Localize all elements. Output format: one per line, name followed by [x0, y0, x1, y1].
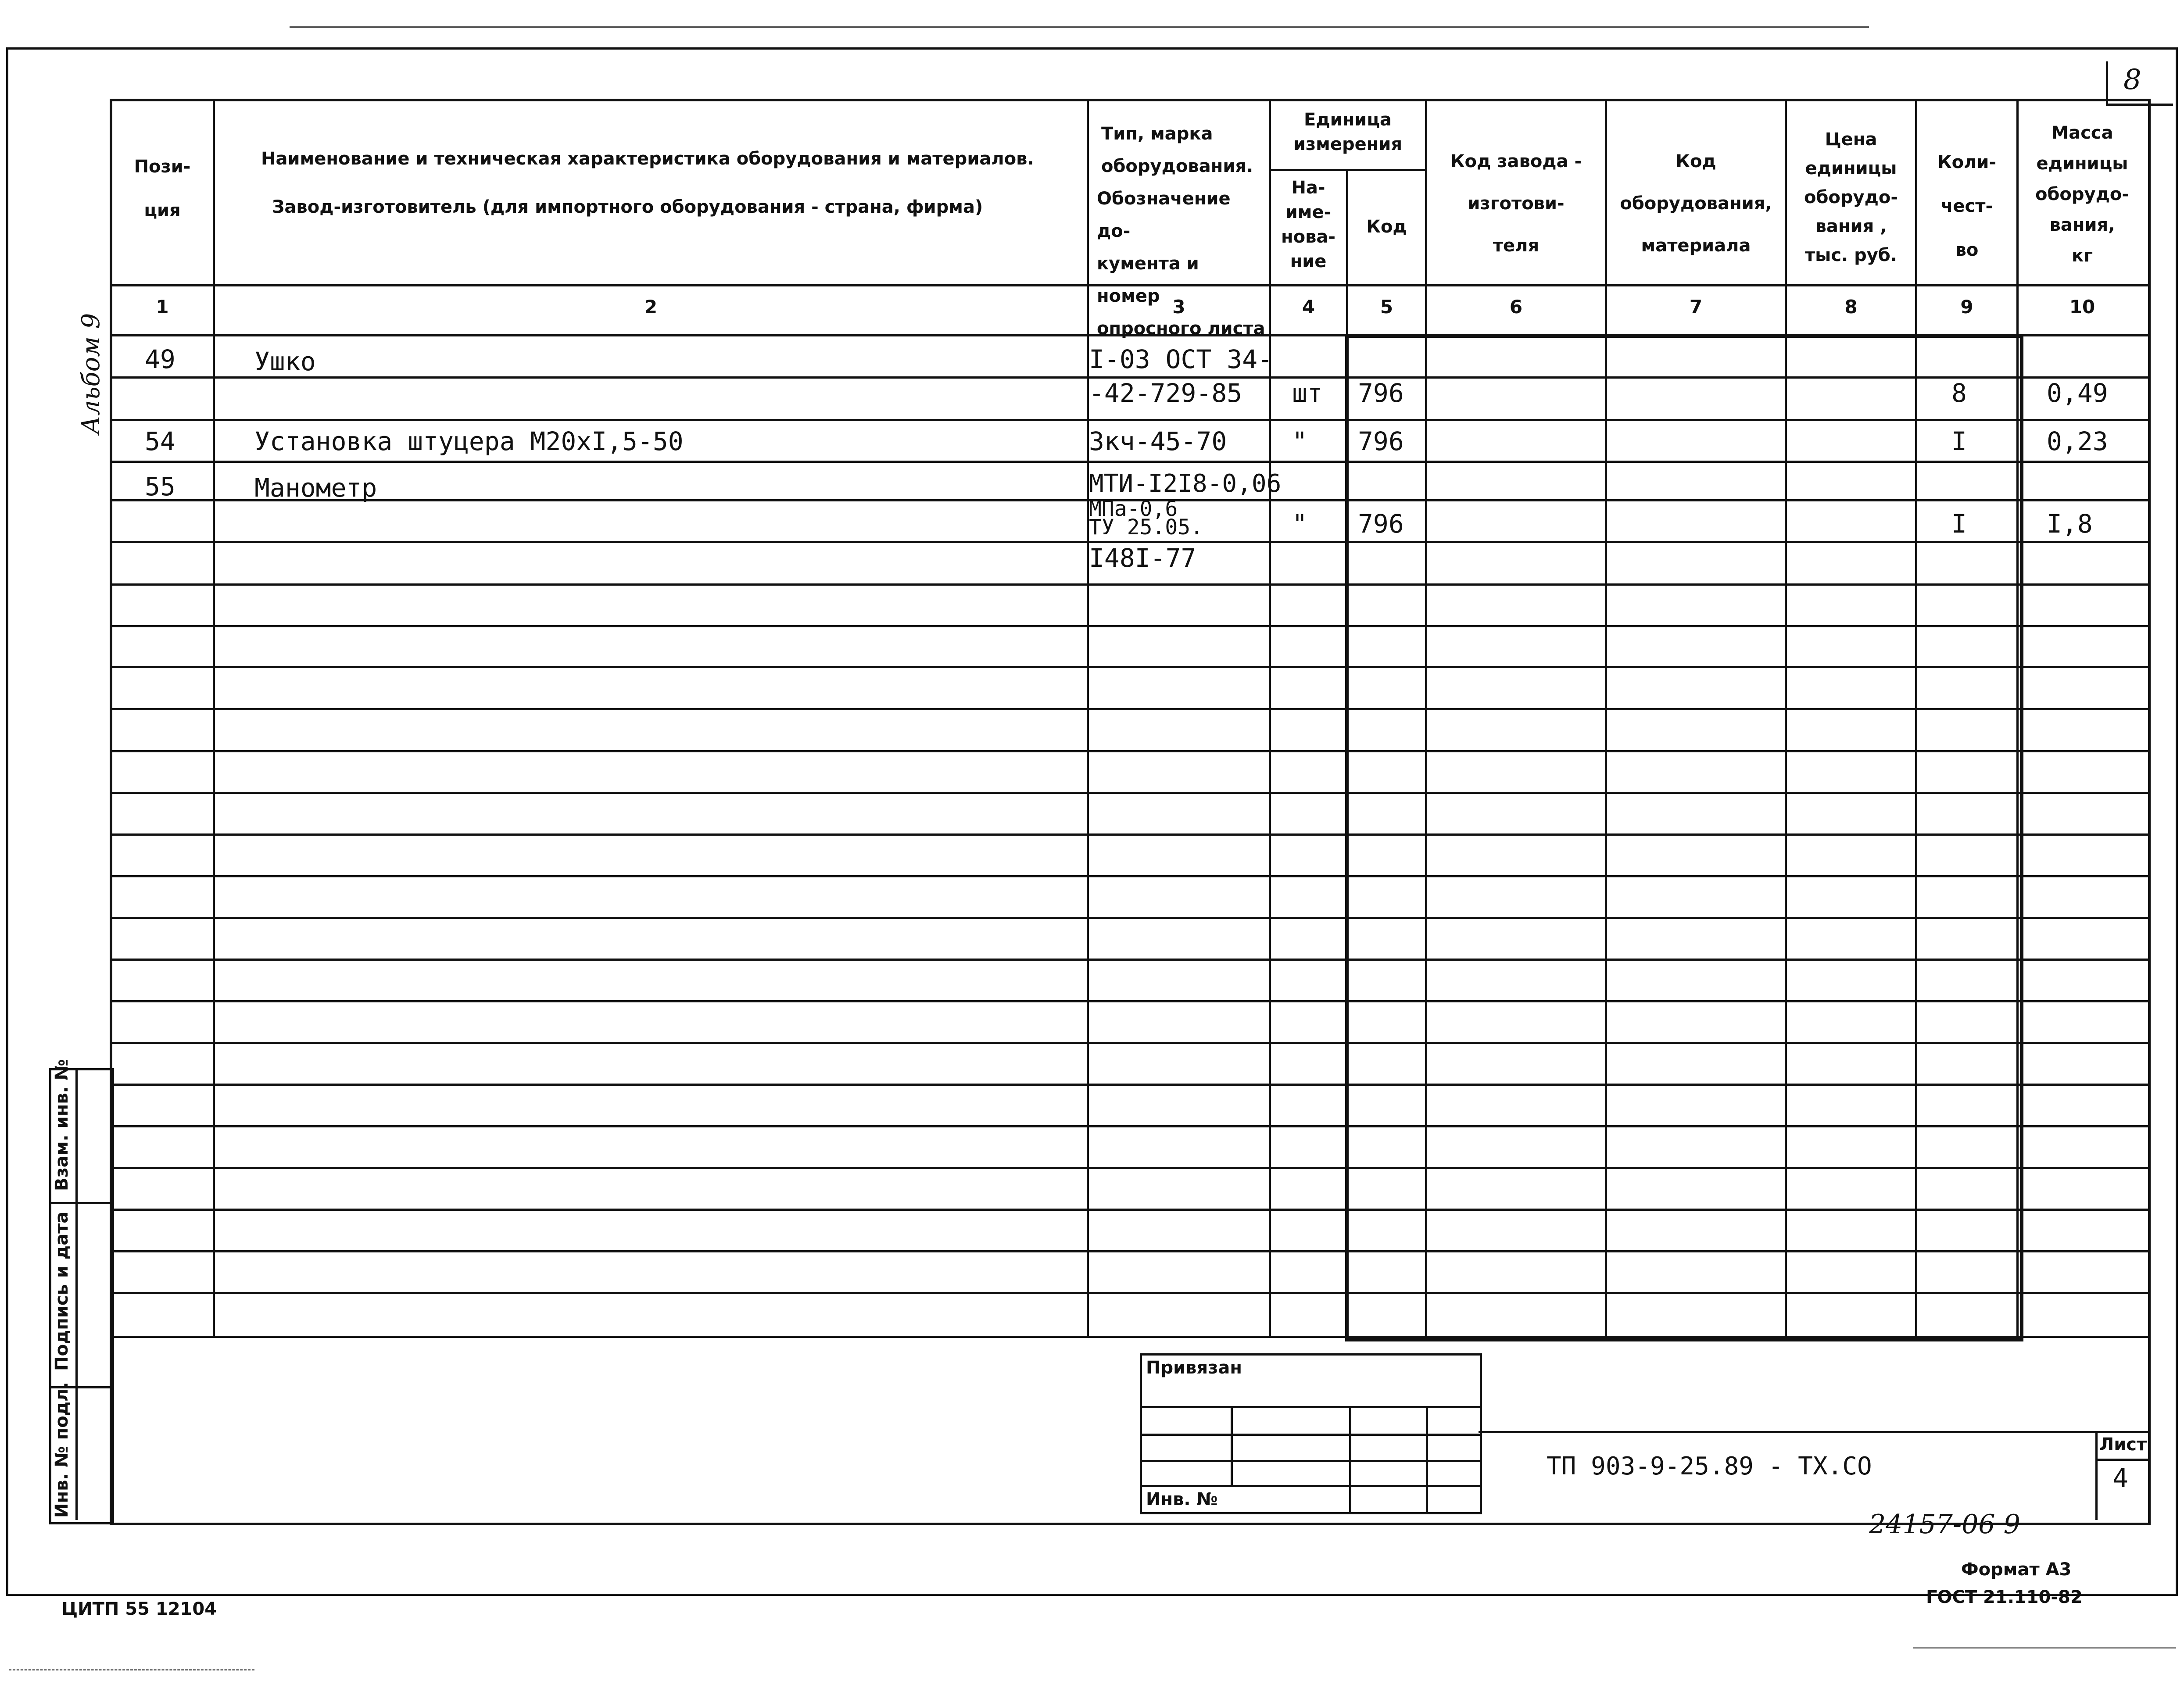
colnum-2: 2: [644, 296, 658, 318]
table-row-4-type2: ТУ 25.05.: [1089, 515, 1203, 540]
table-row-2-pos: 54: [145, 426, 175, 456]
table-row-5-type: I48I-77: [1089, 543, 1196, 573]
colnum-9: 9: [1960, 296, 1973, 318]
table-row-4-unit: ": [1292, 509, 1307, 539]
table-row-0-name: Ушко: [254, 347, 316, 376]
colnum-3: 3: [1172, 296, 1185, 318]
table-row-2-code: 796: [1358, 426, 1404, 456]
table-row-0-pos: 49: [145, 344, 175, 374]
header-position: Пози- ция: [134, 157, 191, 221]
inv-no-label: Инв. №: [1146, 1489, 1218, 1509]
colnum-4: 4: [1302, 296, 1315, 318]
thick-box: [1345, 334, 2023, 1341]
colnum-6: 6: [1509, 296, 1523, 318]
list-label: Лист: [2099, 1434, 2147, 1455]
corner-number: 8: [2123, 64, 2141, 96]
bottom-scan-line-right: [1913, 1647, 2176, 1649]
header-type: Тип, марка оборудования. Обозначение до- кумента и номер опросного листа: [1097, 124, 1265, 339]
header-mass: Масса единицы оборудо- вания, кг: [2035, 123, 2129, 266]
table-row-1-qty: 8: [1951, 378, 1967, 408]
header-unit-name: На- име- нова- ние: [1281, 178, 1336, 272]
stamp-podpis: Подпись и дата: [52, 1211, 72, 1371]
colnum-8: 8: [1844, 296, 1858, 318]
handwritten-number: 24157-06 9: [1869, 1509, 2020, 1540]
table-row-3-pos: 55: [145, 472, 175, 501]
header-quantity: Коли- чест- во: [1937, 152, 1997, 260]
stamp-inv: Инв. № подл.: [52, 1382, 72, 1518]
header-unit-group: Единица измерения: [1293, 110, 1403, 154]
table-row-2-type: 3кч-45-70: [1089, 426, 1227, 456]
table-row-3-type: МТИ-I2I8-0,06: [1089, 469, 1282, 498]
header-equipment-code: Код оборудования, материала: [1620, 151, 1772, 256]
album-label: Альбом 9: [77, 313, 105, 434]
table-row-2-unit: ": [1292, 426, 1307, 456]
header-price: Цена единицы оборудо- вания , тыс. руб.: [1804, 129, 1898, 265]
privyazan-label: Привязан: [1146, 1358, 1242, 1378]
colnum-1: 1: [156, 296, 169, 318]
bottom-scan-line-left: [9, 1669, 254, 1670]
format-label: Формат А3: [1961, 1560, 2072, 1580]
header-factory-code: Код завода - изготови- теля: [1450, 151, 1582, 256]
table-row-1-mass: 0,49: [2047, 378, 2108, 408]
table-row-1-code: 796: [1358, 378, 1404, 408]
table-row-2-mass: 0,23: [2047, 426, 2108, 456]
gost-label: ГОСТ 21.110-82: [1926, 1587, 2083, 1607]
table-row-4-code: 796: [1358, 509, 1404, 539]
table-row-0-type: I-03 ОСТ 34-: [1089, 344, 1273, 374]
table-row-1-type: -42-729-85: [1089, 378, 1242, 408]
colnum-10: 10: [2069, 296, 2095, 318]
doc-code: ТП 903-9-25.89 - ТХ.СО: [1547, 1452, 1872, 1481]
header-unit-code: Код: [1366, 217, 1407, 237]
header-name-line2: Завод-изготовитель (для импортного оборудования - страна, фирма): [272, 197, 983, 217]
table-row-2-qty: I: [1951, 426, 1967, 456]
table-row-4-mass: I,8: [2047, 509, 2093, 539]
table-row-1-unit: шт: [1292, 378, 1323, 408]
table-row-3-name: Манометр: [254, 473, 377, 503]
stamp-vzam: Взам. инв. №: [52, 1059, 72, 1191]
top-scan-line: [290, 26, 1869, 28]
colnum-7: 7: [1689, 296, 1703, 318]
printer-label: ЦИТП 55 12104: [61, 1599, 217, 1619]
list-number: 4: [2112, 1463, 2129, 1494]
table-row-2-name: Установка штуцера М20хI,5-50: [254, 426, 684, 456]
colnum-5: 5: [1380, 296, 1393, 318]
table-row-4-type: МПа-0,6: [1089, 497, 1178, 521]
table-row-4-qty: I: [1951, 509, 1967, 539]
header-name-line1: Наименование и техническая характеристика оборудования и материалов.: [261, 149, 1034, 169]
